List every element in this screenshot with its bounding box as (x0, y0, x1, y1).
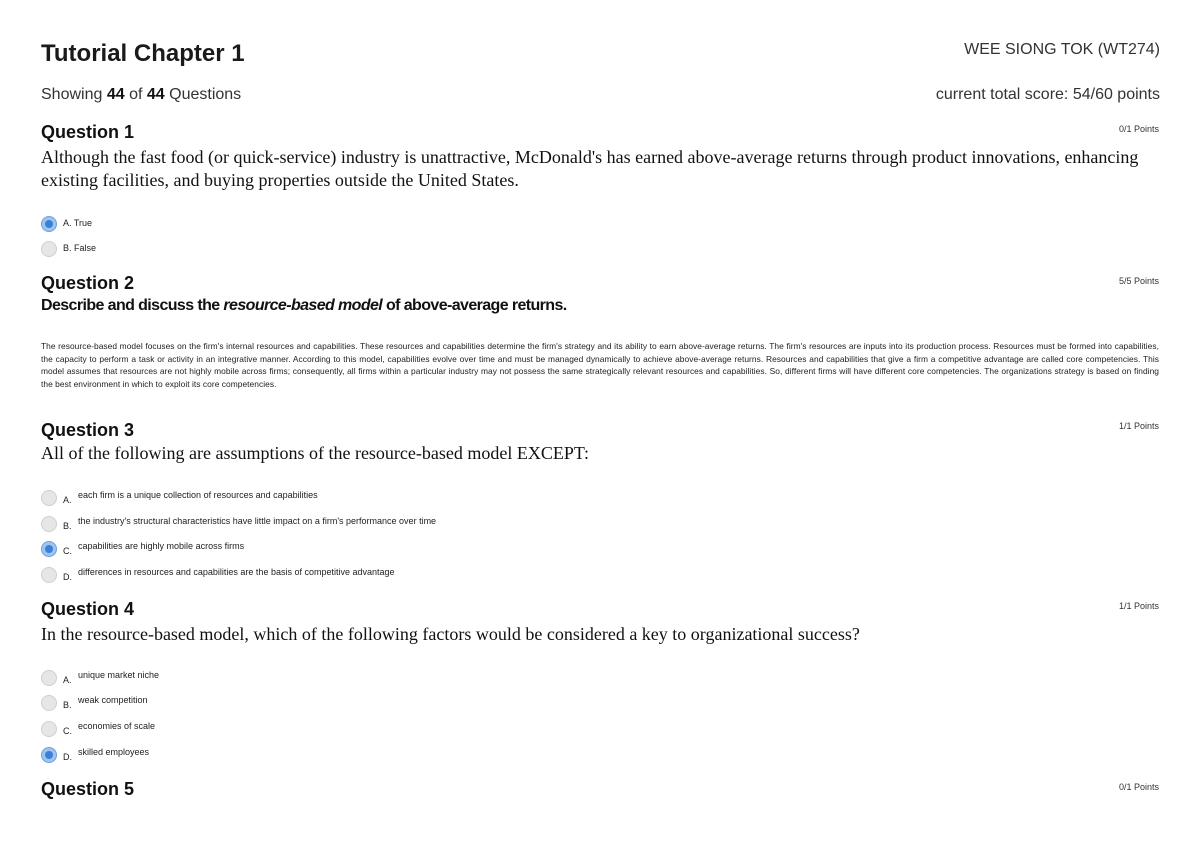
question-2-heading: Question 2 (41, 273, 135, 293)
radio-icon[interactable] (41, 721, 57, 737)
question-2-text-after: of above-average returns. (382, 297, 567, 314)
radio-selected-icon[interactable] (41, 747, 57, 763)
question-2-text-italic: resource-based model (223, 297, 383, 314)
radio-icon[interactable] (41, 490, 57, 506)
question-5-points: 0/1 Points (1118, 782, 1159, 792)
option-label: the industry's structural characteristics have little impact on a firm's performance over time (78, 516, 437, 526)
showing-count: 44 (106, 86, 125, 103)
option-letter: C. (63, 546, 72, 556)
option-label: each firm is a unique collection of resources and capabilities (78, 490, 318, 500)
question-2-text-before: Describe and discuss the (41, 297, 224, 314)
option-letter: B. (63, 521, 72, 531)
option-label: B. False (63, 243, 97, 253)
question-3-text: All of the following are assumptions of the resource-based model EXCEPT: (41, 443, 589, 463)
option-label: A. True (63, 218, 93, 228)
question-3-heading: Question 3 (41, 420, 135, 440)
question-2-text (41, 297, 567, 315)
option-letter: C. (63, 726, 72, 736)
showing-suffix: Questions (169, 86, 242, 103)
radio-icon[interactable] (41, 695, 57, 711)
showing-total: 44 (146, 86, 165, 103)
question-1-text: Although the fast food (or quick-service) industry is unattractive, McDonald's has earned above-average returns through product innovations, enhancing existing facilities, and buying properties outside the United States. (41, 147, 1139, 190)
radio-selected-icon[interactable] (41, 216, 57, 232)
radio-icon[interactable] (41, 567, 57, 583)
option-letter: A. (63, 675, 72, 685)
user-name: WEE SIONG TOK (WT274) (964, 41, 1160, 58)
question-4-points: 1/1 Points (1118, 601, 1159, 611)
question-4-heading: Question 4 (41, 599, 135, 619)
question-2-answer: The resource-based model focuses on the firm's internal resources and capabilities. These resources and capabilities determine the firm's strategy and its ability to earn above-average returns. The firm's resources are inputs into its production process. Resources must be formed into capabilities, the capacity to perform a task or activity in an integrative manner. According to this model, capabilities evolve over time and must be managed dynamically to achieve above-average returns. Resources and capabilities that give a firm a competitive advantage are called core competencies. This model assumes that resources are not highly mobile across firms; consequently, all firms within a particular industry may not possess the same strategically relevant resources and capabilities. So, different firms will have different core competencies. The organizations strategy is based on finding the best environment in which to exploit its core competencies. (41, 341, 1159, 389)
question-5-heading: Question 5 (41, 779, 135, 799)
showing-prefix: Showing (41, 86, 103, 103)
question-1-heading: Question 1 (41, 122, 135, 142)
radio-icon[interactable] (41, 670, 57, 686)
option-label: weak competition (78, 695, 148, 705)
question-3-points: 1/1 Points (1118, 421, 1159, 431)
option-label: skilled employees (78, 747, 150, 757)
option-letter: A. (63, 495, 72, 505)
option-letter: D. (63, 572, 72, 582)
question-2-points: 5/5 Points (1118, 276, 1159, 286)
radio-selected-icon[interactable] (41, 541, 57, 557)
option-letter: D. (63, 752, 72, 762)
option-letter: B. (63, 700, 72, 710)
option-label: differences in resources and capabilities are the basis of competitive advantage (78, 567, 395, 577)
showing-of: of (129, 86, 143, 103)
radio-icon[interactable] (41, 516, 57, 532)
option-label: economies of scale (78, 721, 156, 731)
question-count (41, 86, 241, 104)
option-label: capabilities are highly mobile across firms (78, 541, 245, 551)
page-title: Tutorial Chapter 1 (41, 40, 245, 67)
total-score: current total score: 54/60 points (935, 86, 1160, 103)
question-4-text: In the resource-based model, which of the following factors would be considered a key to organizational success? (41, 624, 860, 644)
radio-icon[interactable] (41, 241, 57, 257)
question-1-points: 0/1 Points (1118, 124, 1159, 134)
option-label: unique market niche (78, 670, 160, 680)
